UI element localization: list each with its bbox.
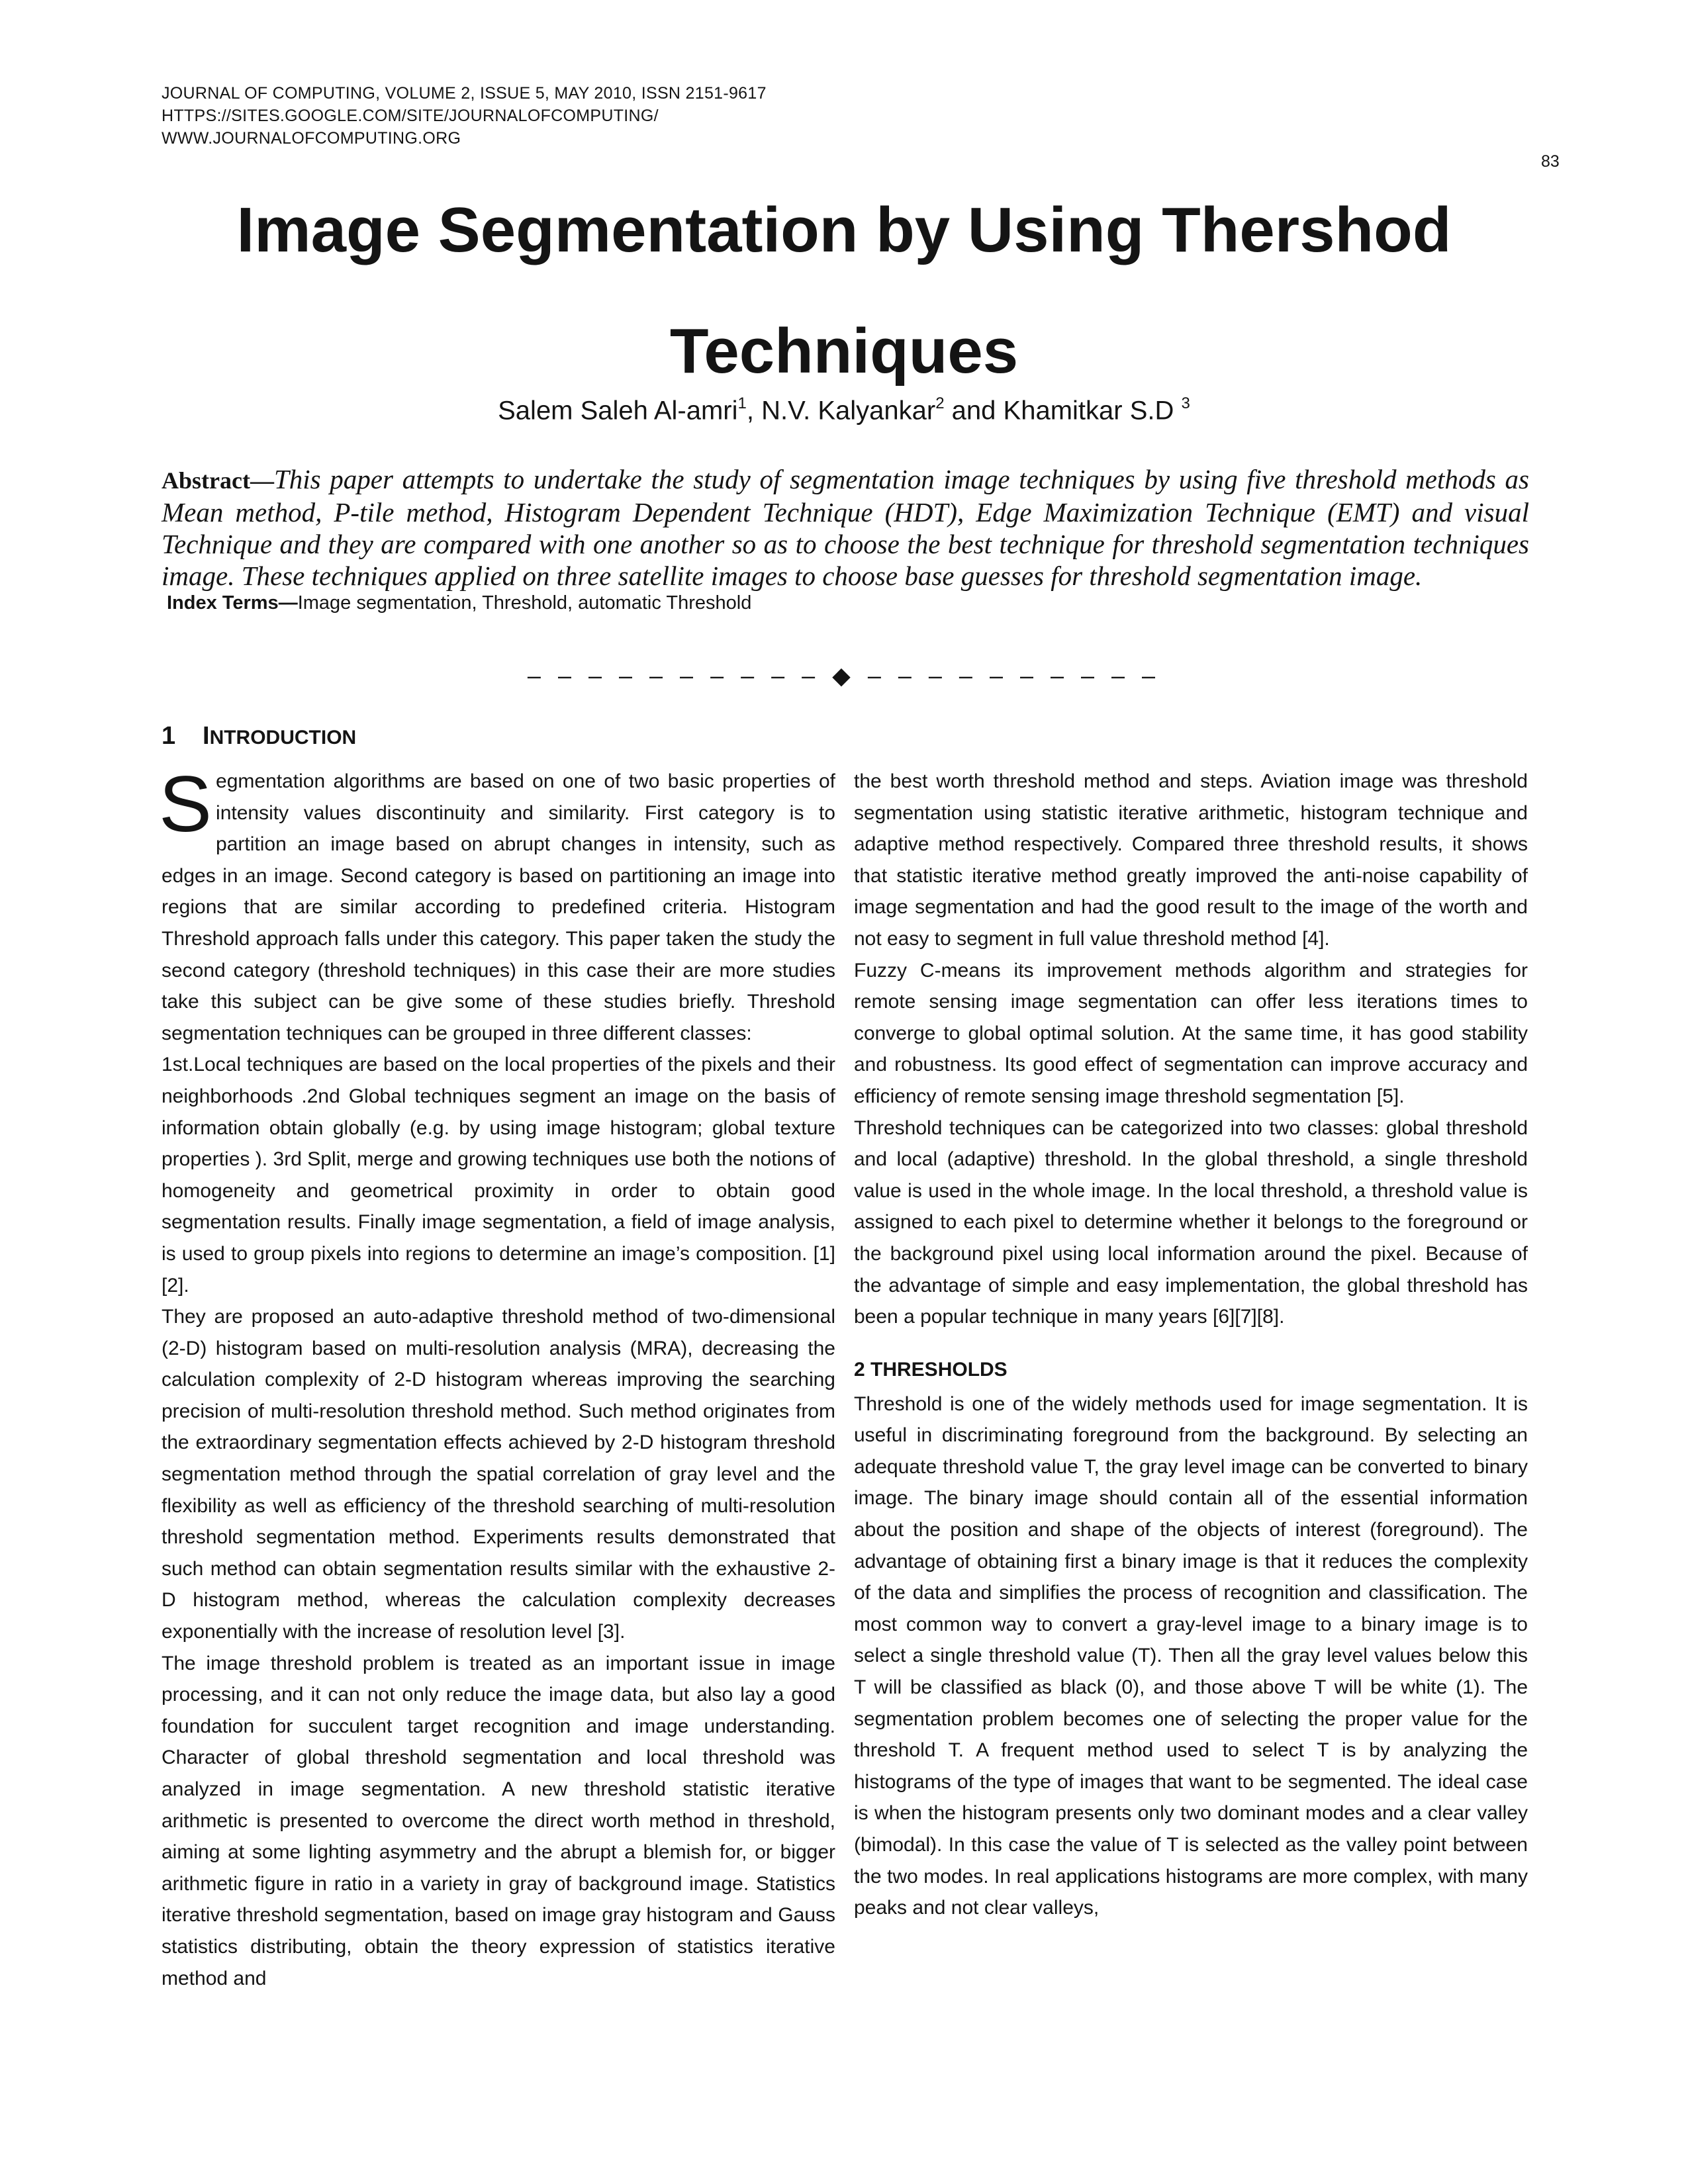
section-2-heading: 2 THRESHOLDS <box>854 1358 1008 1381</box>
author-3: Khamitkar S.D <box>1003 396 1182 426</box>
author-2: N.V. Kalyankar <box>761 396 936 426</box>
author-3-affiliation: 3 <box>1181 394 1190 412</box>
intro-paragraph-6: Fuzzy C-means its improvement methods algorithm and strategies for remote sensing image segmentation can offer less iterations times to converge to global optimal solution. At the same time, it has good stability and robustness. Its good effect of segmentation can improve accuracy and efficiency of remote sensing image threshold segmentation [5]. <box>854 959 1528 1107</box>
journal-header-line-2: HTTPS://SITES.GOOGLE.COM/SITE/JOURNALOFCOMPUTING/ <box>162 107 659 125</box>
author-2-affiliation: 2 <box>935 394 945 412</box>
journal-header <box>162 82 767 150</box>
author-list <box>0 396 1688 426</box>
journal-header-line-3: WWW.JOURNALOFCOMPUTING.ORG <box>162 129 461 148</box>
left-column <box>159 760 835 1994</box>
drop-cap: S <box>159 760 212 848</box>
index-terms-label: Index Terms— <box>167 592 298 614</box>
intro-paragraph-7: Threshold techniques can be categorized into two classes: global threshold and local (adaptive) threshold. In the global threshold, a single threshold value is used in the whole image. In the local threshold, a threshold value is assigned to each pixel to determine whether it belongs to the foreground or the background pixel using local information around the pixel. Because of the advantage of simple and easy implementation, the global threshold has been a popular technique in many years [6][7][8]. <box>854 1116 1528 1328</box>
intro-paragraph-5: the best worth threshold method and steps. Aviation image was threshold segmentation using statistic iterative arithmetic, histogram technique and adaptive method respectively. Compared three threshold results, it shows that statistic iterative method greatly improved the anti-noise capability of image segmentation and had the good result to the image of the worth and not easy to segment in full value threshold method [4]. <box>854 770 1528 950</box>
section-1-heading <box>162 722 356 751</box>
index-terms-text: Image segmentation, Threshold, automatic Threshold <box>297 592 752 614</box>
author-1: Salem Saleh Al-amri <box>498 396 738 426</box>
abstract-label: Abstract <box>162 467 250 494</box>
section-1-title-initial: I <box>203 722 210 750</box>
intro-paragraph-1-text: egmentation algorithms are based on one of two basic properties of intensity values discontinuity and similarity. First category is to partition an image based on abrupt changes in intensity, such as edges in an image. Second category is based on partitioning an image into regions that are similar according to predefined criteria. Histogram Threshold approach falls under this category. This paper taken the study the second category (threshold techniques) in this case their are more studies take this subject can be give some of these studies briefly. Threshold segmentation techniques can be grouped in three different classes: <box>162 770 835 1044</box>
paper-title <box>0 169 1688 412</box>
journal-header-line-1: JOURNAL OF COMPUTING, VOLUME 2, ISSUE 5, MAY 2010, ISSN 2151-9617 <box>162 84 767 103</box>
index-terms <box>167 592 751 614</box>
abstract <box>162 463 1529 592</box>
intro-paragraph-2: 1st.Local techniques are based on the local properties of the pixels and their neighborhoods .2nd Global techniques segment an image on the basis of information obtain globally (e.g. by using image histogram; global texture properties ). 3rd Split, merge and growing techniques use both the notions of homogeneity and geometrical proximity in order to obtain good segmentation results. Finally image segmentation, a field of image analysis, is used to group pixels into regions to determine an image’s composition. [1][2]. <box>162 1054 835 1297</box>
paper-title-line-2: Techniques <box>669 316 1019 387</box>
intro-paragraph-3: They are proposed an auto-adaptive threshold method of two-dimensional (2-D) histogram based on multi-resolution analysis (MRA), decreasing the calculation complexity of 2-D histogram whereas improving the searching precision of multi-resolution threshold method. Such method originates from the extraordinary segmentation effects achieved by 2-D histogram threshold segmentation method through the spatial correlation of gray level and the flexibility as well as efficiency of the threshold searching of multi-resolution threshold segmentation method. Experiments results demonstrated that such method can obtain segmentation results similar with the exhaustive 2-D histogram method, whereas the calculation complexity decreases exponentially with the increase of resolution level [3]. <box>162 1306 835 1643</box>
intro-paragraph-1 <box>159 760 835 1049</box>
abstract-dash: — <box>250 467 274 494</box>
section-1-title-rest: NTRODUCTION <box>209 727 357 749</box>
abstract-text: This paper attempts to undertake the study of segmentation image techniques by using five threshold methods as Mean method, P-tile method, Histogram Dependent Technique (HDT), Edge Maximization Technique (EMT) and visual Technique and they are compared with one another so as to choose the best technique for threshold segmentation techniques image. These techniques applied on three satellite images to choose base guesses for threshold segmentation image. <box>162 464 1529 591</box>
section-1-number: 1 <box>162 722 176 750</box>
author-separator: , <box>746 396 762 426</box>
author-separator: and <box>944 396 1004 426</box>
right-column <box>854 766 1528 1924</box>
thresholds-paragraph-1: Threshold is one of the widely methods used for image segmentation. It is useful in discriminating foreground from the background. By selecting an adequate threshold value T, the gray level image can be converted to binary image. The binary image should contain all of the essential information about the position and shape of the objects of interest (foreground). The advantage of obtaining first a binary image is that it reduces the complexity of the data and simplifies the process of recognition and classification. The most common way to convert a gray-level image to a binary image is to select a single threshold value (T). Then all the gray level values below this T will be classified as black (0), and those above T will be white (1). The segmentation problem becomes one of selecting the proper value for the threshold T. A frequent method used to select T is by analyzing the histograms of the type of images that want to be segmented. The ideal case is when the histogram presents only two dominant modes and a clear valley (bimodal). In this case the value of T is selected as the valley point between the two modes. In real applications histograms are more complex, with many peaks and not clear valleys, <box>854 1392 1528 1919</box>
section-divider: – – – – – – – – – – ◆ – – – – – – – – – – <box>527 662 1161 689</box>
author-1-affiliation: 1 <box>737 394 747 412</box>
page-number: 83 <box>1541 152 1560 171</box>
intro-paragraph-4: The image threshold problem is treated as an important issue in image processing, and it can not only reduce the image data, but also lay a good foundation for succulent target recognition and image understanding. Character of global threshold segmentation and local threshold was analyzed in image segmentation. A new threshold statistic iterative arithmetic is presented to overcome the direct worth method in threshold, aiming at some lighting asymmetry and the abrupt a blemish for, or bigger arithmetic figure in ratio in a variety in gray of background image. Statistics iterative threshold segmentation, based on image gray histogram and Gauss statistics distributing, obtain the theory expression of statistics iterative method and <box>162 1652 835 1989</box>
paper-title-line-1: Image Segmentation by Using Thershod <box>236 195 1452 265</box>
